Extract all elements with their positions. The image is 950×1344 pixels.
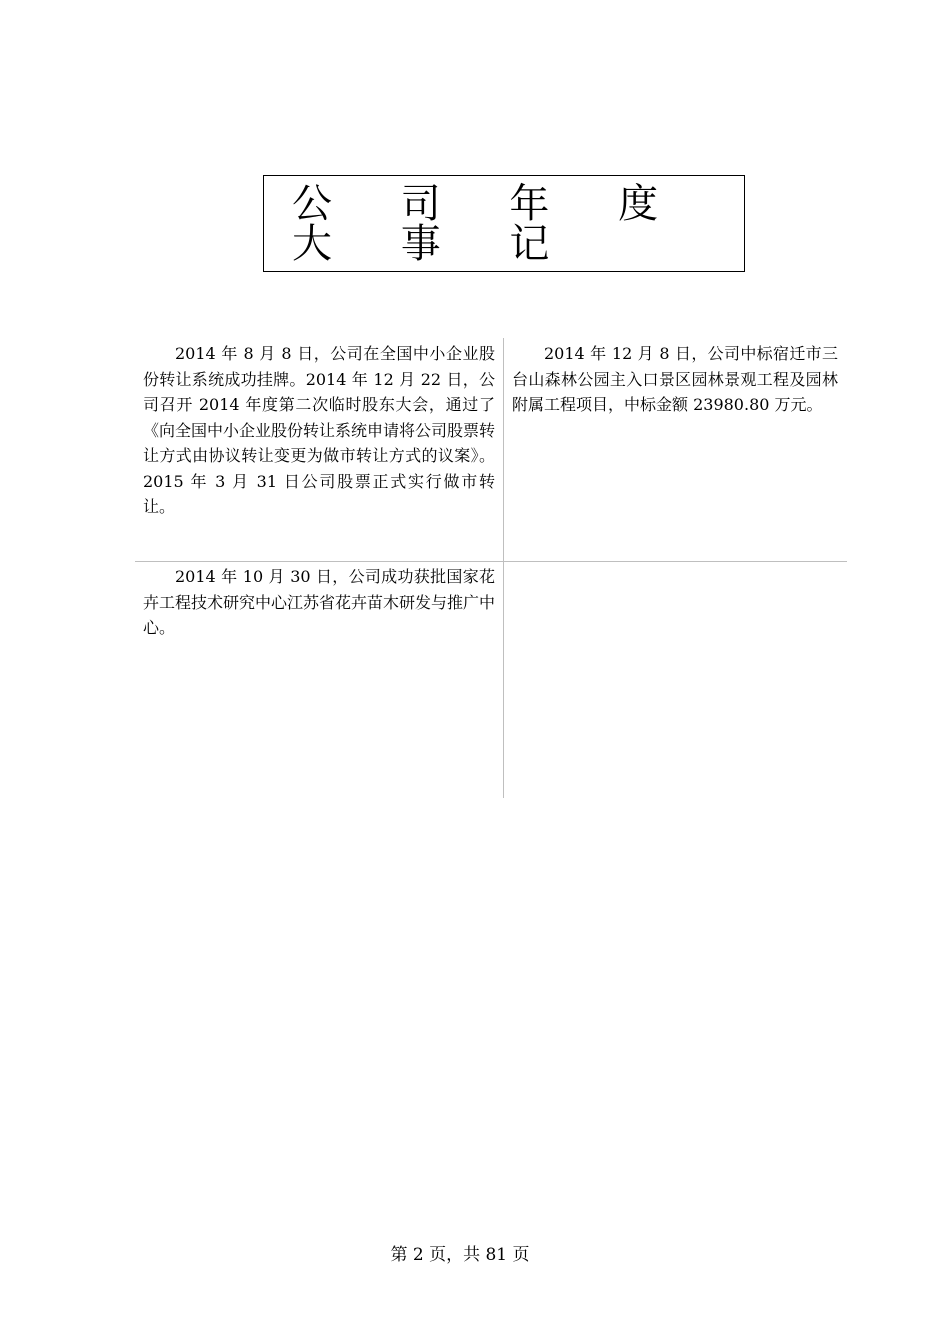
table-column-divider — [503, 338, 504, 798]
page-title: 公 司 年 度 大 事 记 — [292, 180, 687, 267]
page-footer: 第 2 页，共 81 页 — [390, 1245, 530, 1265]
title-box — [263, 175, 745, 272]
event-bid-award-text: 2014 年 12 月 8 日，公司中标宿迁市三台山森林公园主入口景区园林景观工程及园林附属工程项目，中标金额 23980.80 万元。 — [512, 344, 838, 414]
table-row-divider — [135, 561, 847, 562]
event-listing-text: 2014 年 8 月 8 日，公司在全国中小企业股份转让系统成功挂牌。2014 年 12 月 22 日，公司召开 2014 年度第二次临时股东大会，通过了《向全国中小企业股份转让系统申请将公司股票转让方式由协议转让变更为做市转让方式的议案》。2015 年 3 月 31 日公司股票正式实行做市转让。 — [143, 344, 496, 516]
event-research-center-text: 2014 年 10 月 30 日，公司成功获批国家花卉工程技术研究中心江苏省花卉苗木研发与推广中心。 — [143, 567, 496, 637]
